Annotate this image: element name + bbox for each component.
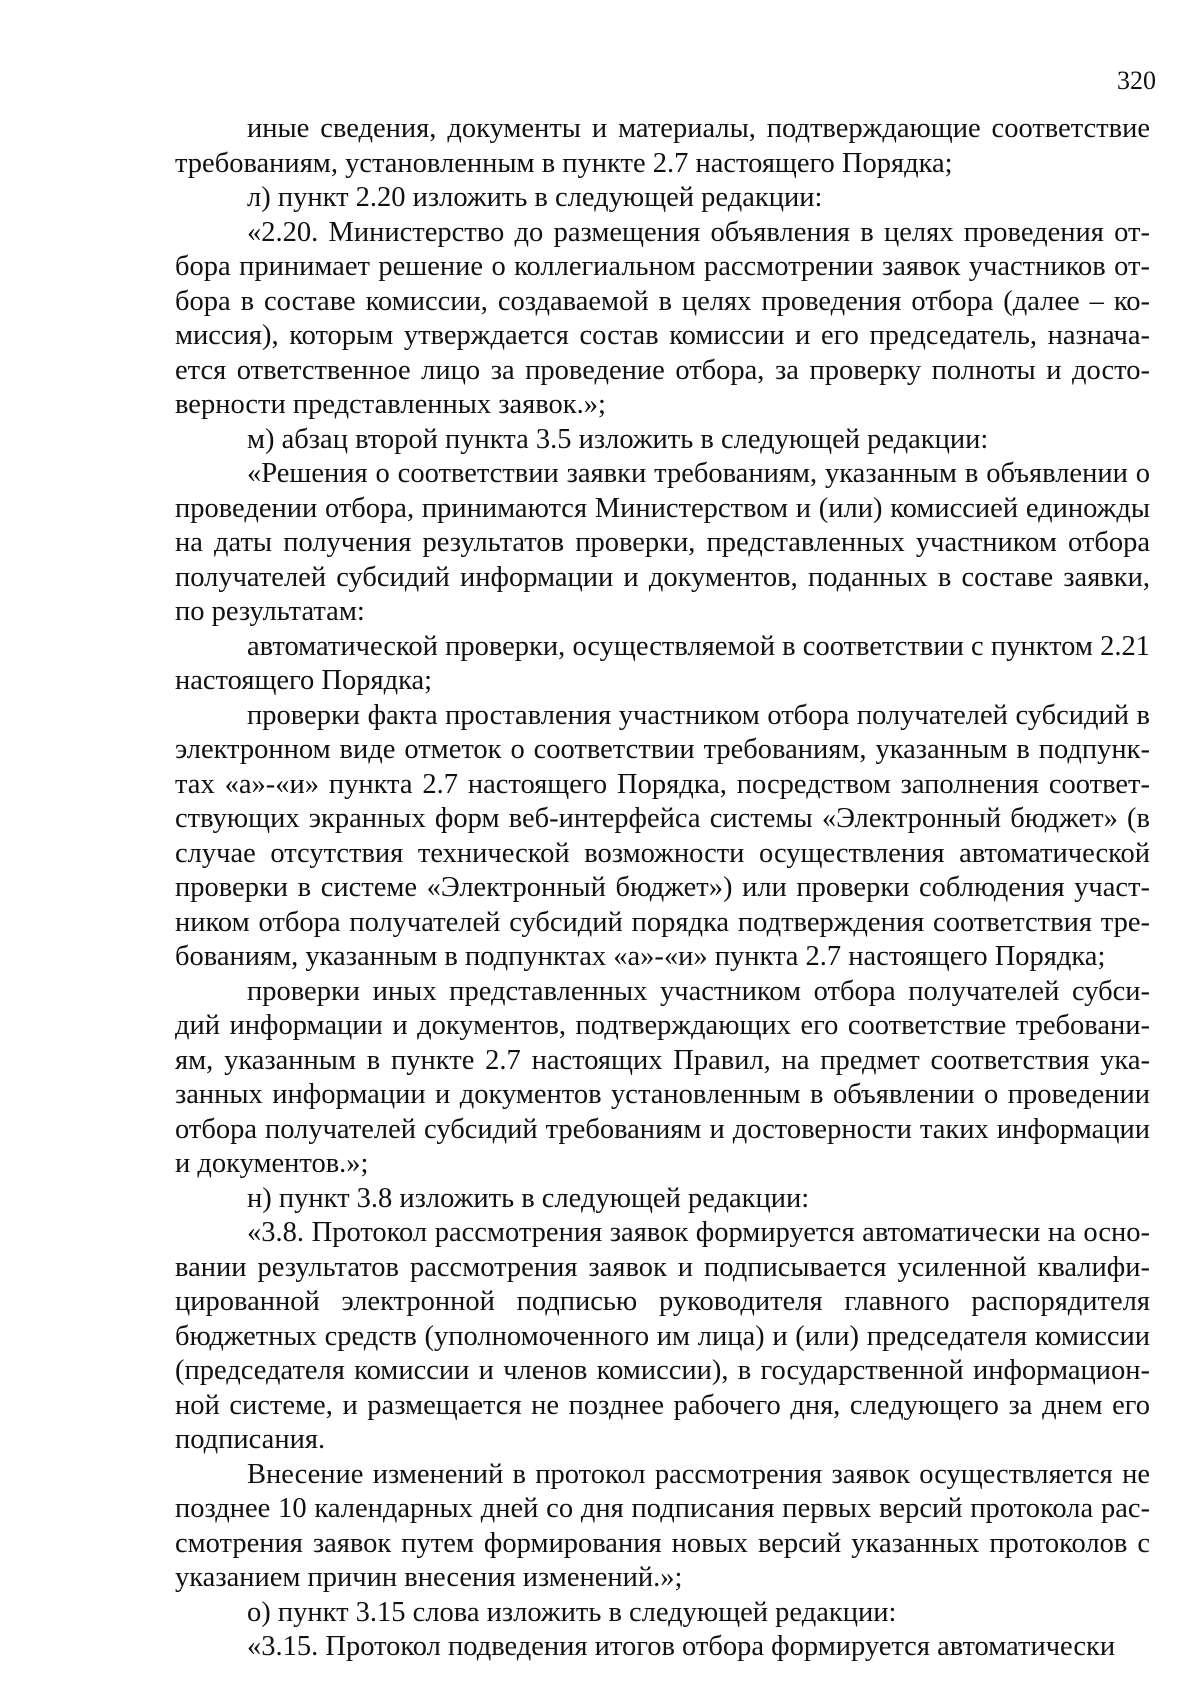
paragraph: «Решения о соответствии заявки требованиям, указанным в объявлении о проведении отбора, принимаются Министерством и (или) комиссией единожды на даты получения результатов проверки, представленных участником отбора получателей субсидий информации и документов, поданных в составе заявки, по результатам: [175,458,1150,627]
paragraph: Внесение изменений в протокол рассмотрения заявок осуществляется не позднее 10 календарных дней со дня подписания первых версий протокола рассмотрения заявок путем формирования новых версий указанных протоколов с указанием причин внесения изменений.»; [175,1458,1150,1593]
paragraph: о) пункт 3.15 слова изложить в следующей редакции: [247,1596,897,1628]
paragraph: иные сведения, документы и материалы, подтверждающие соответствие требованиям, установленным в пункте 2.7 настоящего Порядка; [175,113,1150,179]
paragraph: «3.15. Протокол подведения итогов отбора формируется автоматически [247,1631,1116,1662]
paragraph: м) абзац второй пункта 3.5 изложить в следующей редакции: [247,423,989,455]
paragraph: автоматической проверки, осуществляемой в соответствии с пунктом 2.21 настоящего Порядка; [175,630,1150,696]
paragraph: проверки иных представленных участником отбора получателей субсидий информации и документов, подтверждающих его соответствие требованиям, указанным в пункте 2.7 настоящих Правил, на предмет соответствия указанных информации и документов установленным в объявлении о проведении отбора получателей субсидий требованиям и достоверности таких информации и документов.»; [175,975,1150,1179]
paragraph: проверки факта проставления участником отбора получателей субсидий в электронном виде отметок о соответствии требованиям, указанным в подпунктах «а»-«и» пункта 2.7 настоящего Порядка, посредством заполнения соответствующих экранных форм веб-интерфейса системы «Электронный бюджет» (в случае отсутствия технической возможности осуществления автоматической проверки в системе «Электронный бюджет») или проверки соблюдения участником отбора получателей субсидий порядка подтверждения соответствия требованиям, указанным в подпунктах «а»-«и» пункта 2.7 настоящего Порядка; [175,699,1150,972]
paragraph: «2.20. Министерство до размещения объявления в целях проведения отбора принимает решение о коллегиальном рассмотрении заявок участников отбора в составе комиссии, создаваемой в целях проведения отбора (далее – комиссия), которым утверждается состав комиссии и его председатель, назначается ответственное лицо за проведение отбора, за проверку полноты и достоверности представленных заявок.»; [175,216,1150,420]
paragraph: «3.8. Протокол рассмотрения заявок формируется автоматически на основании результатов рассмотрения заявок и подписывается усиленной квалифицированной электронной подписью руководителя главного распорядителя бюджетных средств (уполномоченного им лица) и (или) председателя комиссии (председателя комиссии и членов комиссии), в государственной информационной системе, и размещается не позднее рабочего дня, следующего за днем его подписания. [175,1217,1150,1455]
page-number: 320 [1117,66,1156,95]
paragraph: н) пункт 3.8 изложить в следующей редакции: [247,1182,810,1214]
document-body [175,112,1150,1665]
paragraph: л) пункт 2.20 изложить в следующей редакции: [247,182,823,213]
